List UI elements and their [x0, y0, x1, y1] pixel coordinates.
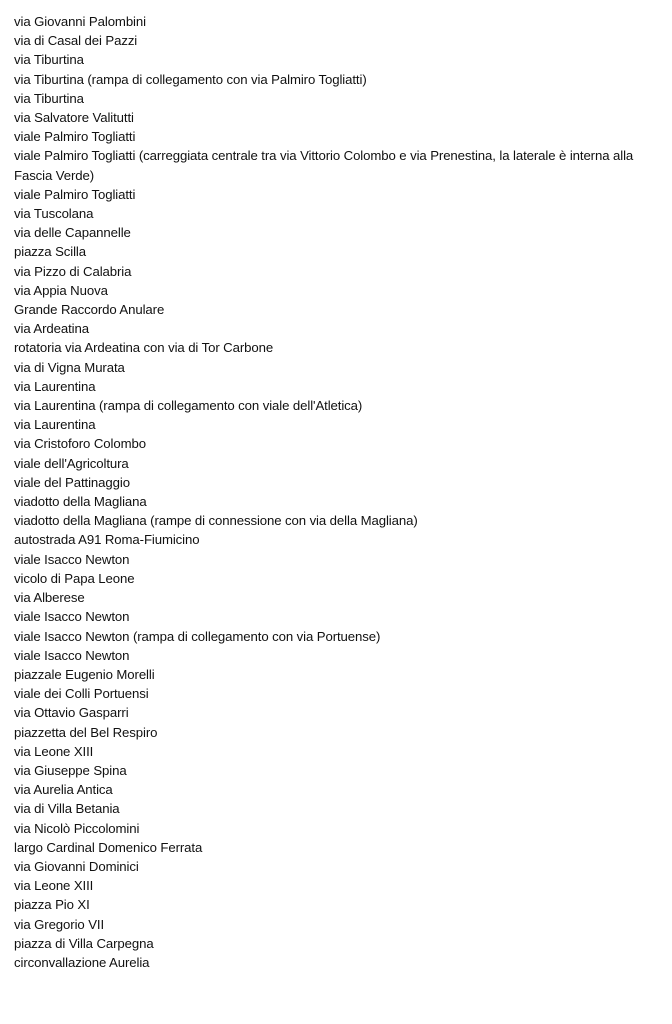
street-list	[14, 12, 658, 972]
list-item: circonvallazione Aurelia	[14, 954, 150, 970]
list-item: via Tiburtina (rampa di collegamento con via Palmiro Togliatti)	[14, 71, 367, 87]
list-item: viale Isacco Newton (rampa di collegamento con via Portuense)	[14, 628, 381, 644]
list-item: via di Villa Betania	[14, 801, 120, 817]
list-item: piazza Scilla	[14, 244, 86, 260]
list-item: Grande Raccordo Anulare	[14, 302, 165, 318]
list-item: viale Palmiro Togliatti	[14, 186, 136, 202]
list-item: viadotto della Magliana (rampe di connessione con via della Magliana)	[14, 513, 418, 529]
list-item: via delle Capannelle	[14, 225, 131, 241]
list-item: largo Cardinal Domenico Ferrata	[14, 839, 203, 855]
list-item: via Giovanni Dominici	[14, 858, 139, 874]
list-item: via Laurentina	[14, 417, 96, 433]
list-item: via Ottavio Gasparri	[14, 705, 129, 721]
list-item: piazza di Villa Carpegna	[14, 935, 154, 951]
list-item: via Alberese	[14, 590, 85, 606]
list-item: via Cristoforo Colombo	[14, 436, 146, 452]
list-item: viale dell'Agricoltura	[14, 455, 129, 471]
list-item: via Ardeatina	[14, 321, 89, 337]
list-item: via Pizzo di Calabria	[14, 263, 132, 279]
list-item: via Giuseppe Spina	[14, 762, 127, 778]
list-item: via Laurentina (rampa di collegamento con viale dell'Atletica)	[14, 398, 363, 414]
list-item: via Tiburtina	[14, 90, 84, 106]
list-item: viale Isacco Newton	[14, 551, 130, 567]
list-item: via Leone XIII	[14, 878, 94, 894]
list-item: viale Palmiro Togliatti (carreggiata centrale tra via Vittorio Colombo e via Prenestina, la laterale è interna alla Fascia Verde)	[14, 148, 634, 183]
list-item: autostrada A91 Roma-Fiumicino	[14, 532, 200, 548]
list-item: via Nicolò Piccolomini	[14, 820, 140, 836]
list-item: via Gregorio VII	[14, 916, 105, 932]
list-item: piazzale Eugenio Morelli	[14, 666, 155, 682]
list-item: viale dei Colli Portuensi	[14, 686, 149, 702]
list-item: viale Isacco Newton	[14, 647, 130, 663]
list-item: rotatoria via Ardeatina con via di Tor Carbone	[14, 340, 274, 356]
list-item: viadotto della Magliana	[14, 494, 147, 510]
list-item: via di Vigna Murata	[14, 359, 125, 375]
list-item: vicolo di Papa Leone	[14, 570, 135, 586]
list-item: via Laurentina	[14, 378, 96, 394]
list-item: viale Isacco Newton	[14, 609, 130, 625]
list-item: piazzetta del Bel Respiro	[14, 724, 158, 740]
list-item: viale del Pattinaggio	[14, 474, 130, 490]
list-item: via Salvatore Valitutti	[14, 110, 134, 126]
list-item: piazza Pio XI	[14, 897, 90, 913]
list-item: via di Casal dei Pazzi	[14, 33, 138, 49]
list-item: viale Palmiro Togliatti	[14, 129, 136, 145]
list-item: via Tiburtina	[14, 52, 84, 68]
list-item: via Leone XIII	[14, 743, 94, 759]
list-item: via Appia Nuova	[14, 282, 108, 298]
list-item: via Aurelia Antica	[14, 782, 113, 798]
list-item: via Tuscolana	[14, 206, 94, 222]
list-item: via Giovanni Palombini	[14, 14, 146, 29]
